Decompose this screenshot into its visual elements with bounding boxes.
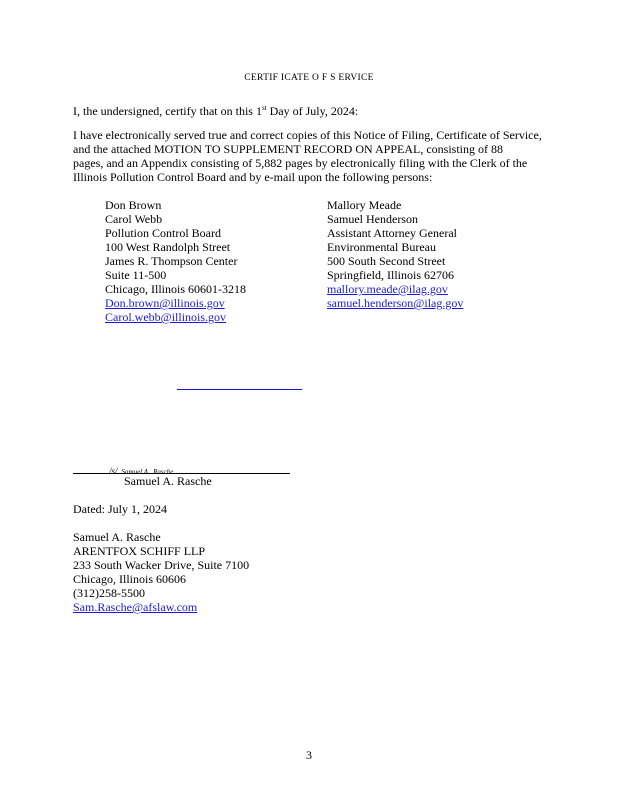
email-link[interactable]: Sam.Rasche@afslaw.com xyxy=(73,600,198,614)
recipient-line: Springfield, Illinois 62706 xyxy=(327,268,454,282)
dated-line: Dated: July 1, 2024 xyxy=(73,502,167,516)
recipient-line: Suite 11-500 xyxy=(105,268,167,282)
signer-line: Chicago, Illinois 60606 xyxy=(73,572,186,586)
email-link[interactable]: Don.brown@illinois.gov xyxy=(105,296,225,310)
signer-line: ARENTFOX SCHIFF LLP xyxy=(73,544,206,558)
signer-block xyxy=(73,530,249,614)
intro-line xyxy=(73,101,358,118)
recipient-line: 100 West Randolph Street xyxy=(105,240,231,254)
body-line: and the attached MOTION TO SUPPLEMENT RECORD ON APPEAL, consisting of 88 xyxy=(73,142,503,156)
recipient-line: Mallory Meade xyxy=(327,198,402,212)
recipient-line: James R. Thompson Center xyxy=(105,254,238,268)
signature-name: Samuel A. Rasche xyxy=(124,474,212,488)
email-link[interactable]: mallory.meade@ilag.gov xyxy=(327,282,448,296)
document-title: CERTIF ICATE O F S ERVICE xyxy=(244,73,374,83)
body-line: I have electronically served true and correct copies of this Notice of Filing, Certificate of Service, xyxy=(73,128,542,142)
signer-line: Samuel A. Rasche xyxy=(73,530,161,544)
signer-line: 233 South Wacker Drive, Suite 7100 xyxy=(73,558,250,572)
signature-text: Samuel A . Rasche xyxy=(121,468,174,476)
right-recipient-block xyxy=(327,198,463,310)
body-line: pages, and an Appendix consisting of 5,882 pages by electronically filing with the Clerk of the xyxy=(73,156,528,170)
left-recipient-block xyxy=(105,198,246,324)
service-paragraph xyxy=(73,128,542,184)
email-link[interactable]: Carol.webb@illinois.gov xyxy=(105,310,227,324)
signature-slash: /s/ xyxy=(109,466,118,476)
body-line: Illinois Pollution Control Board and by e-mail upon the following persons: xyxy=(73,170,433,184)
intro-suffix: Day of July, 2024: xyxy=(266,104,359,118)
intro-prefix: I, the undersigned, certify that on this 1 xyxy=(73,104,262,118)
recipient-line: Assistant Attorney General xyxy=(327,226,457,240)
recipient-line: Chicago, Illinois 60601-3218 xyxy=(105,282,246,296)
page-number: 3 xyxy=(306,748,312,762)
recipient-line: 500 South Second Street xyxy=(327,254,446,268)
blank-underline xyxy=(177,389,302,390)
email-link[interactable]: samuel.henderson@ilag.gov xyxy=(327,296,464,310)
signer-line: (312)258-5500 xyxy=(73,586,145,600)
intro-superscript: st xyxy=(261,104,267,112)
recipient-line: Carol Webb xyxy=(105,212,163,226)
recipient-line: Environmental Bureau xyxy=(327,240,436,254)
recipient-line: Pollution Control Board xyxy=(105,226,222,240)
recipient-line: Don Brown xyxy=(105,198,162,212)
recipient-line: Samuel Henderson xyxy=(327,212,418,226)
